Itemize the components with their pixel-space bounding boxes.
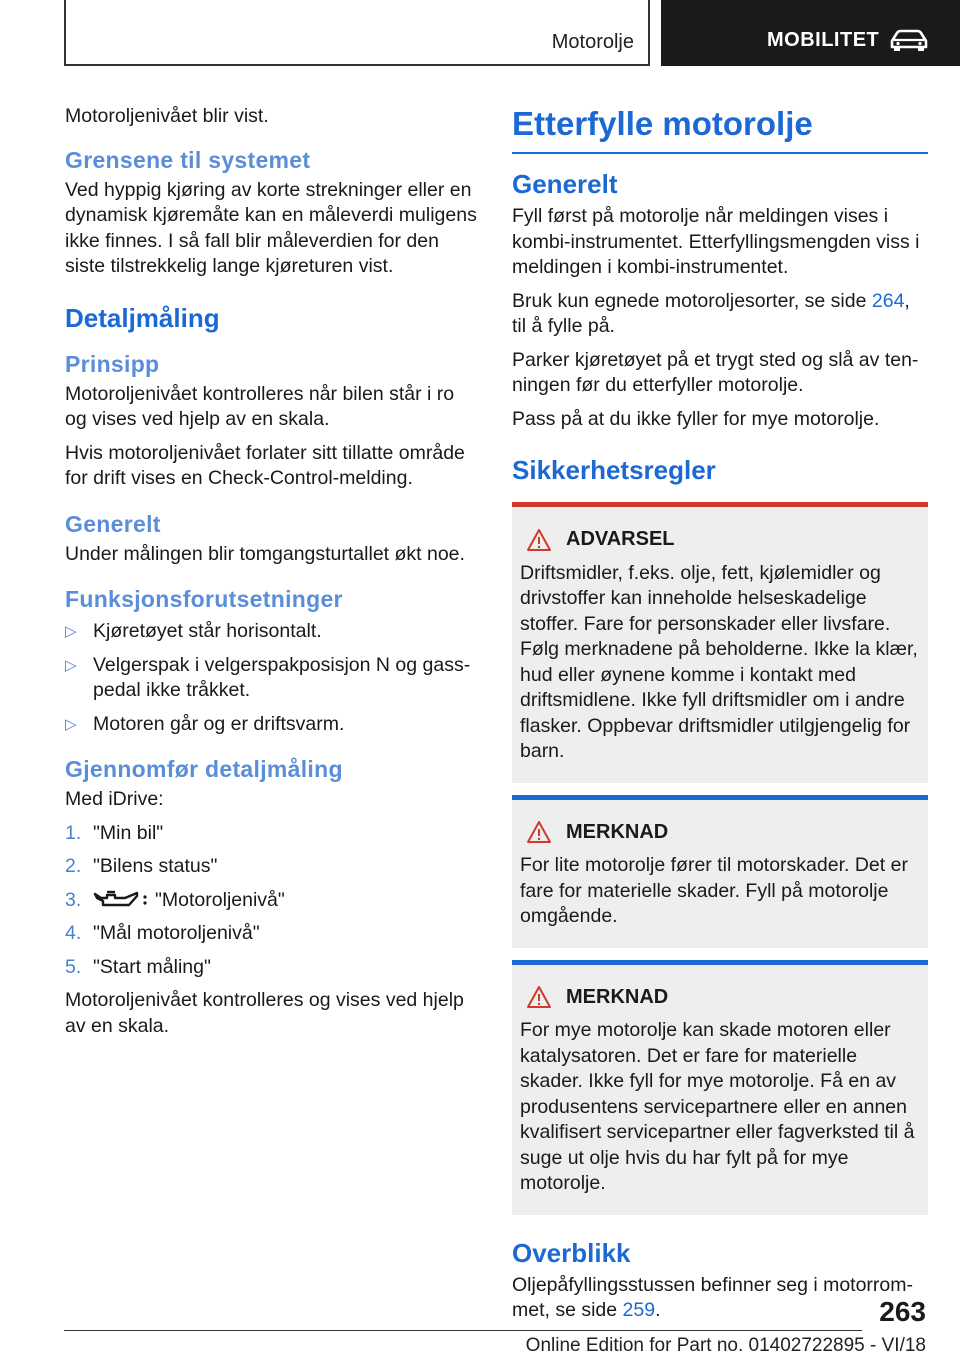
general-heading-right: Generelt [512,169,618,199]
step-item: 5. "Start måling" [65,955,211,978]
warning-box [512,502,928,783]
perform-heading: Gjennomfør detaljmåling [65,756,343,782]
header-chapter-tab[interactable] [661,0,960,66]
principle-text-1: Motoroljenivået kontrolleres når bilen står i ro og vises ved hjelp av en skala. [65,382,455,430]
notice-box [512,960,928,1215]
detail-heading: Detaljmåling [65,302,220,333]
general-text-4: Pass på at du ikke fyller for mye motorolje. [512,407,880,430]
header-section-title: Motorolje [551,31,634,53]
notice-header: MERKNAD [520,985,920,1011]
heading-rule [512,152,928,154]
overview-heading: Overblikk [512,1237,631,1268]
list-item: ▷ Velgerspak i velgerspakposisjon N og gasspedal ikke tråkket. [65,653,471,701]
oil-can-icon [93,888,149,910]
warning-triangle-icon [526,528,552,552]
step-item: 2. "Bilens status" [65,855,218,877]
warning-header: ADVARSEL [520,527,920,553]
limits-heading: Grensene til systemet [65,146,311,173]
notice-text: For lite motorolje fører til motorskader. Det er fare for materielle skader. Fyll på motorolje omgående. [520,854,908,927]
right-column [512,104,928,1332]
triangle-bullet-icon: ▷ [65,623,77,640]
page-header [0,0,960,66]
safety-heading: Sikkerhetsregler [512,455,716,485]
header-section-box [64,0,650,66]
general-text-2: Bruk kun egnede motoroljesorter, se side 264, til å fylle på. [512,289,910,337]
outro-text: Motoroljenivået kontrolleres og vises ved hjelp av en skala. [65,989,464,1037]
prereq-heading: Funksjonsforutsetninger [65,586,343,612]
left-column [65,104,479,1047]
page-link-264[interactable]: 264 [871,289,905,312]
notice-triangle-icon [526,820,552,844]
notice-triangle-icon [526,985,552,1009]
perform-intro: Med iDrive: [65,788,164,810]
step-item: 3. "Motoroljenivå" [65,888,285,911]
step-item: 1. "Min bil" [65,821,164,844]
step-item: 4. "Mål motoroljenivå" [65,922,260,944]
general-text-3: Parker kjøretøyet på et trygt sted og slå av tenningen før du etterfyller motorolje. [512,348,919,396]
general-heading: Generelt [65,510,161,537]
header-chapter-label: MOBILITET [767,29,880,51]
footer-rule [64,1330,862,1331]
limits-text: Ved hyppig kjøring av korte strekninger eller en dynamisk kjøremåte kan en måleverdi muligens ikke finnes. I så fall blir måleverdien for den siste tilstrekkelig lange kjøreturen vist. [65,178,477,277]
general-text-1: Fyll først på motorolje når meldingen vises i kombi-instrumentet. Etterfyllingsmengden viss i meldingen i kombi-instrumentet. [512,205,920,278]
principle-text-2: Hvis motoroljenivået forlater sitt tillatte område for drift vises en Check-Control-melding. [65,441,465,489]
page-link-259[interactable]: 259 [622,1299,656,1321]
notice-text: For mye motorolje kan skade motoren eller katalysatoren. Det er fare for materielle skader. Ikke fyll for mye motorolje. Få en av produsentens servicepartnere eller en annen kvalifisert servicepartner eller fagverksted til å suge ut olje hvis du har fylt på for mye motorolje. [520,1019,915,1194]
warning-text: Driftsmidler, f.eks. olje, fett, kjølemidler og drivstoffer kan inneholde helseskadelige stoffer. Fare for personskader eller livsfare. Følg merknadene på beholderne. Ikke la klær, hud eller øynene komme i kontakt med driftsmidlene. Ikke fyll driftsmidler om i andre flasker. Oppbevar driftsmidler utilgjengelig for barn. [520,561,918,762]
page-number: 263 [879,1296,926,1327]
intro-text: Motoroljenivået blir vist. [65,105,269,127]
triangle-bullet-icon: ▷ [65,656,77,674]
general-text: Under målingen blir tomgangsturtallet økt noe. [65,542,465,565]
notice-header: MERKNAD [520,820,920,846]
main-heading: Etterfylle motorolje [512,105,813,142]
footer-edition: Online Edition for Part no. 01402722895 - VI/18 [525,1335,926,1356]
car-icon [889,28,929,52]
notice-box [512,795,928,948]
overview-text: Oljepåfyllingsstussen befinner seg i motorrommet, se side 259. [512,1273,914,1321]
list-item: ▷ Motoren går og er driftsvarm. [65,712,479,738]
list-item: ▷ Kjøretøyet står horisontalt. [65,619,479,645]
triangle-bullet-icon: ▷ [65,715,77,733]
principle-heading: Prinsipp [65,350,160,377]
